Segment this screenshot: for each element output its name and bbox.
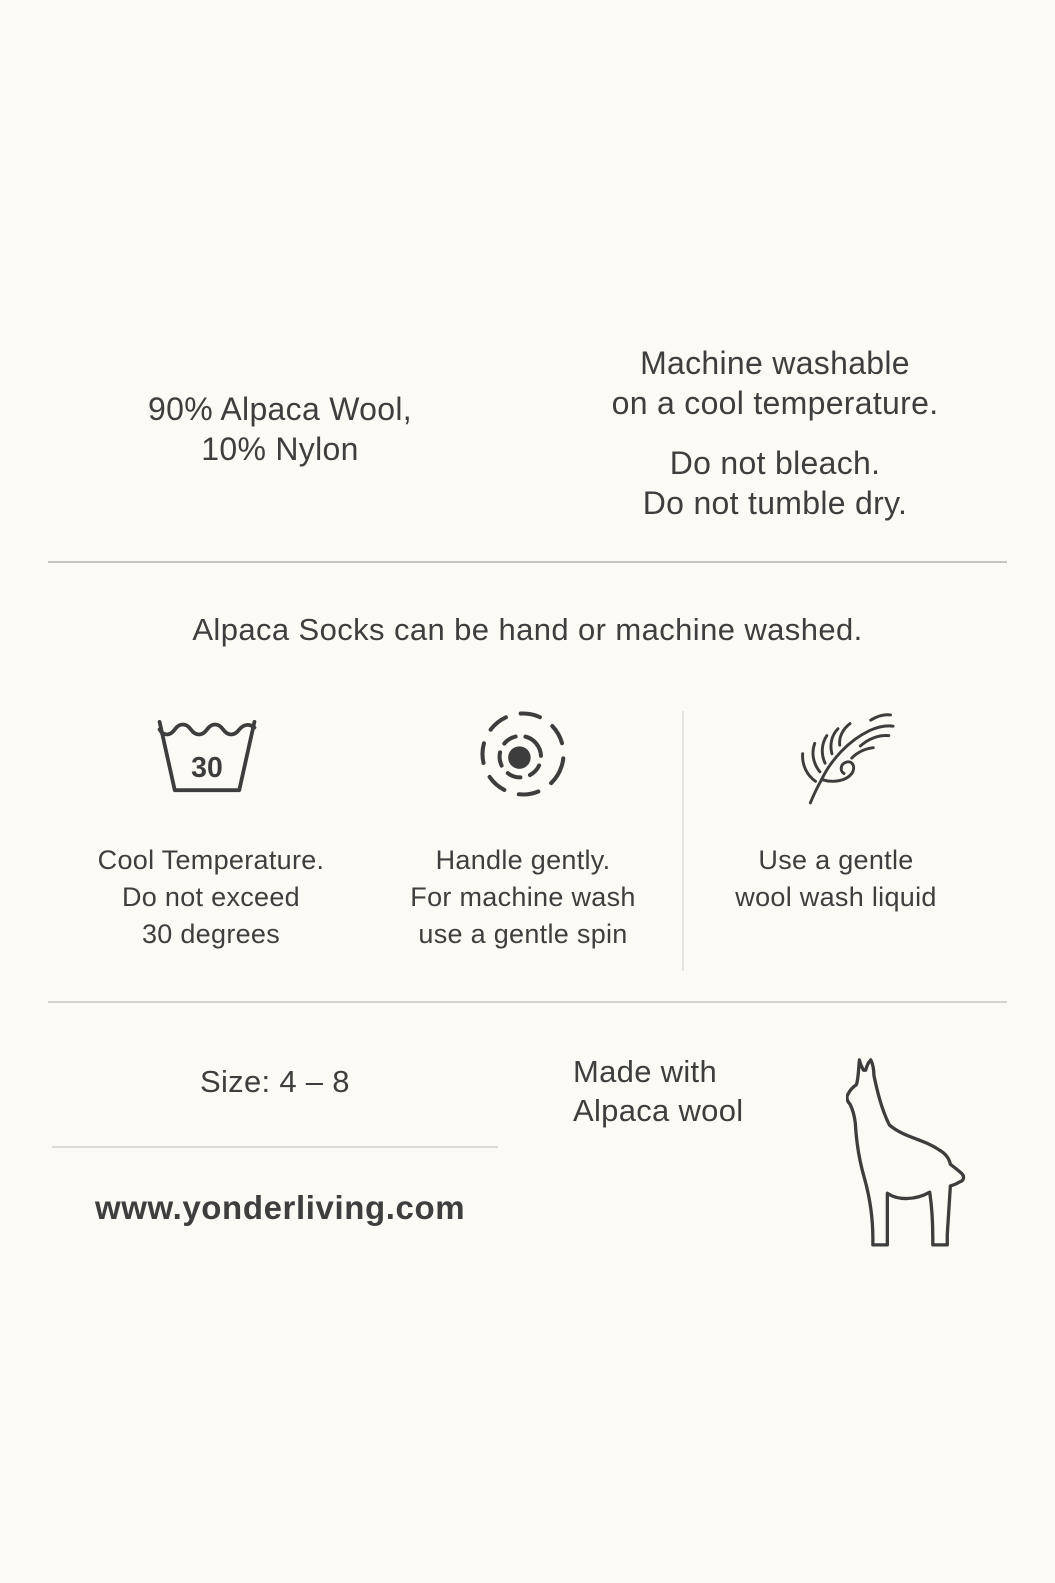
care-caption-temperature xyxy=(36,842,386,953)
caption-line: Use a gentle xyxy=(758,845,914,875)
caption-line: Handle gently. xyxy=(435,845,611,875)
care-summary-line4: Do not tumble dry. xyxy=(642,485,908,521)
gentle-spin-icon xyxy=(469,700,577,808)
section-divider-top xyxy=(48,561,1007,563)
caption-line: 30 degrees xyxy=(141,919,281,949)
caption-line: wool wash liquid xyxy=(735,882,937,912)
caption-line: For machine wash xyxy=(410,882,636,912)
care-caption-detergent xyxy=(661,842,1011,916)
care-summary-group2 xyxy=(595,443,955,523)
care-summary-text xyxy=(595,343,955,523)
composition-line1: 90% Alpaca Wool, xyxy=(148,391,412,427)
composition-text xyxy=(100,389,460,469)
caption-line: Do not exceed xyxy=(121,882,300,912)
composition-line2: 10% Nylon xyxy=(201,431,359,467)
divider-above-website xyxy=(52,1146,498,1148)
care-summary-line2: on a cool temperature. xyxy=(611,385,939,421)
made-with-line2: Alpaca wool xyxy=(573,1093,744,1128)
caption-line: use a gentle spin xyxy=(418,919,628,949)
website-url: www.yonderliving.com xyxy=(95,1189,466,1226)
care-caption-gentle xyxy=(348,842,698,953)
feather-icon xyxy=(788,696,900,808)
care-summary-line3: Do not bleach. xyxy=(669,445,881,481)
wash-temperature-value: 30 xyxy=(191,751,223,784)
wash-heading: Alpaca Socks can be hand or machine washed. xyxy=(192,612,863,647)
care-summary-line1: Machine washable xyxy=(640,345,910,381)
size-label: Size: 4 – 8 xyxy=(200,1064,350,1099)
made-with-text xyxy=(573,1052,743,1130)
alpaca-icon xyxy=(846,1056,970,1254)
section-divider-middle xyxy=(48,1001,1007,1003)
made-with-line1: Made with xyxy=(573,1054,717,1089)
wash-basin-30-icon xyxy=(152,716,262,798)
caption-line: Cool Temperature. xyxy=(97,845,325,875)
